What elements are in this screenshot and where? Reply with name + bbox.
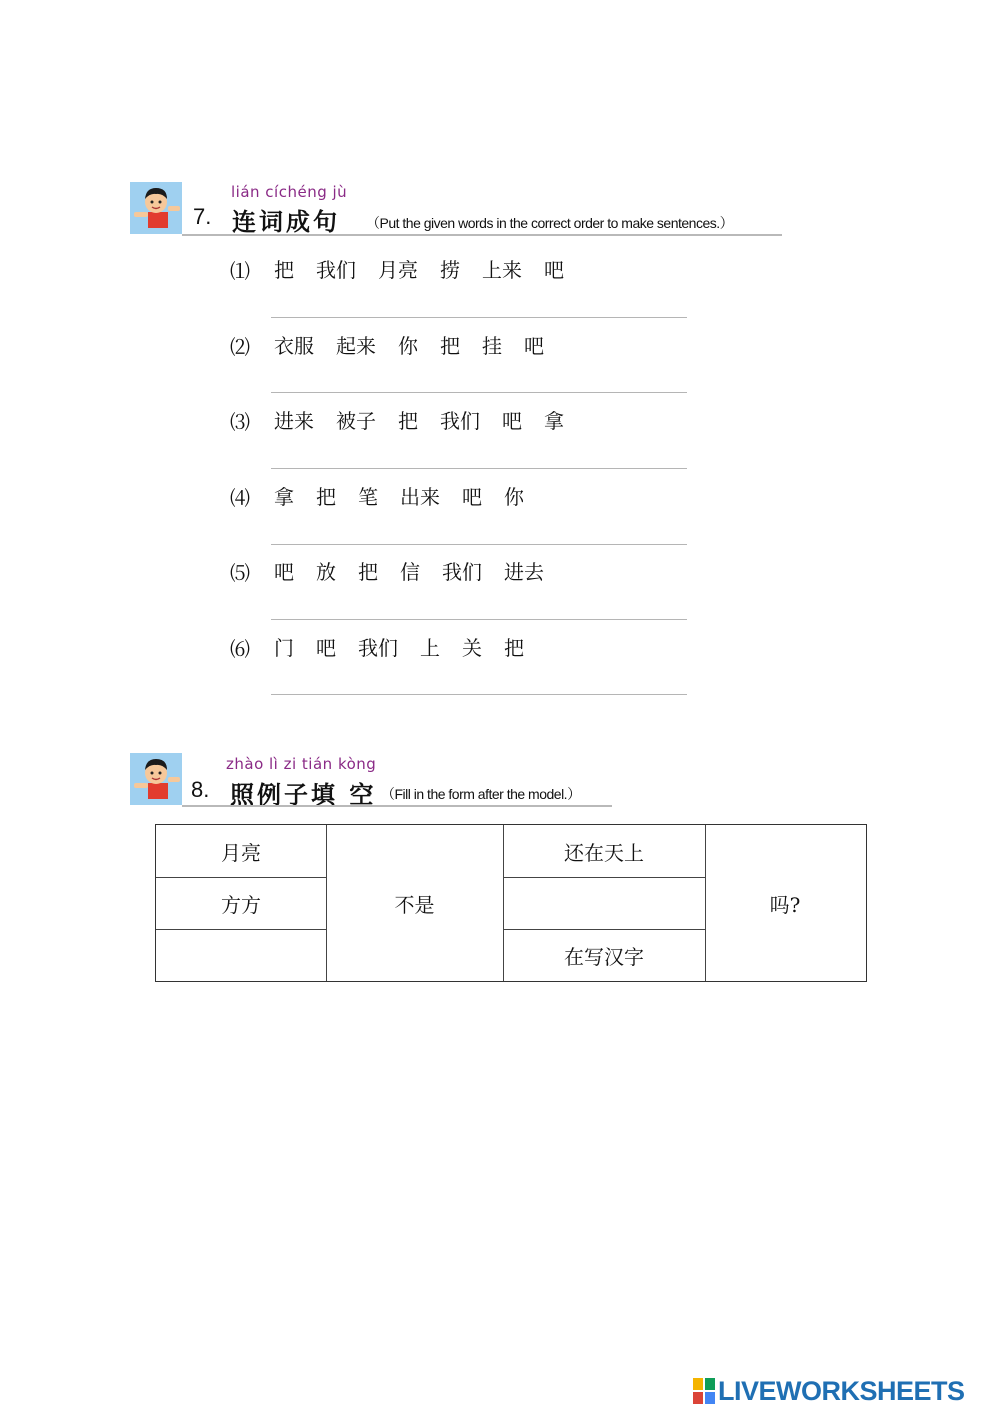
item-words bbox=[274, 330, 566, 359]
word-chip: 把 bbox=[504, 636, 524, 660]
answer-field[interactable] bbox=[271, 468, 687, 469]
word-chip: 把 bbox=[274, 258, 294, 282]
word-chip: 起来 bbox=[336, 334, 376, 358]
word-chip: 上 bbox=[420, 636, 440, 660]
section-8-instruction: （Fill in the form after the model.） bbox=[381, 786, 581, 802]
word-chip: 被子 bbox=[336, 409, 376, 433]
section-8-number: 8. bbox=[191, 777, 210, 802]
table-cell-predicate: 在写汉字 bbox=[564, 944, 644, 969]
item-number: ⑴ bbox=[230, 261, 250, 283]
word-chip: 吧 bbox=[502, 409, 522, 433]
word-chip: 吧 bbox=[274, 560, 294, 584]
word-chip: 把 bbox=[358, 560, 378, 584]
section-7-instruction: （Put the given words in the correct order to make sentences.） bbox=[366, 215, 734, 231]
table-cell-subject: 方方 bbox=[221, 892, 261, 917]
section-7-title: 连词成句 bbox=[232, 207, 340, 236]
word-chip: 关 bbox=[462, 636, 482, 660]
item-number: ⑸ bbox=[230, 563, 250, 585]
word-chip: 出来 bbox=[400, 485, 440, 509]
word-chip: 吧 bbox=[544, 258, 564, 282]
word-chip: 笔 bbox=[358, 485, 378, 509]
table-cell-predicate-blank[interactable] bbox=[503, 877, 705, 929]
section-8-title: 照例子填 空 bbox=[230, 780, 377, 809]
section-7-pinyin: lián cíchéng jù bbox=[231, 183, 348, 201]
answer-field[interactable] bbox=[271, 544, 687, 545]
word-chip: 我们 bbox=[316, 258, 356, 282]
boy-mascot-icon bbox=[130, 182, 182, 234]
item-words bbox=[274, 556, 566, 585]
word-chip: 放 bbox=[316, 560, 336, 584]
item-words bbox=[274, 405, 586, 434]
table-cell-subject-blank[interactable] bbox=[156, 929, 326, 981]
word-chip: 挂 bbox=[482, 334, 502, 358]
item-number: ⑶ bbox=[230, 412, 250, 434]
word-chip: 拿 bbox=[544, 409, 564, 433]
word-chip: 上来 bbox=[482, 258, 522, 282]
word-chip: 捞 bbox=[440, 258, 460, 282]
table-cell-question-particle: 吗? bbox=[769, 892, 801, 917]
item-number: ⑵ bbox=[230, 337, 250, 359]
liveworksheets-logo-text: LIVEWORKSHEETS bbox=[718, 1375, 965, 1406]
table-cell-predicate: 还在天上 bbox=[564, 840, 644, 865]
word-chip: 门 bbox=[274, 636, 294, 660]
section-7-underline bbox=[182, 234, 782, 236]
liveworksheets-logo bbox=[693, 1376, 965, 1406]
fill-in-table bbox=[155, 824, 867, 982]
word-chip: 你 bbox=[398, 334, 418, 358]
answer-field[interactable] bbox=[271, 619, 687, 620]
word-chip: 月亮 bbox=[378, 258, 418, 282]
item-number: ⑹ bbox=[230, 639, 250, 661]
word-chip: 衣服 bbox=[274, 334, 314, 358]
word-chip: 我们 bbox=[442, 560, 482, 584]
word-chip: 吧 bbox=[524, 334, 544, 358]
answer-field[interactable] bbox=[271, 694, 687, 695]
item-number: ⑷ bbox=[230, 488, 250, 510]
item-words bbox=[274, 481, 546, 510]
boy-mascot-icon bbox=[130, 753, 182, 805]
table-cell-negation: 不是 bbox=[394, 892, 435, 917]
answer-field[interactable] bbox=[271, 392, 687, 393]
section-7-number: 7. bbox=[193, 204, 212, 229]
word-chip: 进来 bbox=[274, 409, 314, 433]
word-chip: 吧 bbox=[462, 485, 482, 509]
answer-field[interactable] bbox=[271, 317, 687, 318]
section-8-pinyin: zhào lì zi tián kòng bbox=[226, 755, 377, 773]
table-cell-subject: 月亮 bbox=[221, 840, 261, 865]
item-words bbox=[274, 632, 546, 661]
item-words bbox=[274, 254, 586, 283]
word-chip: 把 bbox=[398, 409, 418, 433]
section-8-underline bbox=[182, 805, 612, 807]
word-chip: 把 bbox=[316, 485, 336, 509]
word-chip: 吧 bbox=[316, 636, 336, 660]
word-chip: 我们 bbox=[358, 636, 398, 660]
word-chip: 进去 bbox=[504, 560, 544, 584]
word-chip: 把 bbox=[440, 334, 460, 358]
word-chip: 你 bbox=[504, 485, 524, 509]
word-chip: 我们 bbox=[440, 409, 480, 433]
word-chip: 信 bbox=[400, 560, 420, 584]
liveworksheets-logo-icon bbox=[693, 1378, 715, 1404]
word-chip: 拿 bbox=[274, 485, 294, 509]
